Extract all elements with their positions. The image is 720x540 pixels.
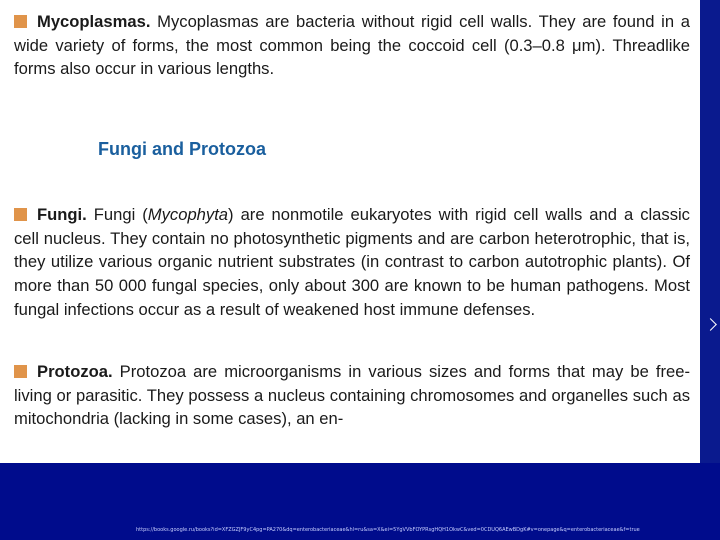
protozoa-text: Protozoa are microorganisms in various sizes and forms that may be free-living or parasitic. They possess a nucleus containing chromosomes and organelles such as mitochondria (lacking in some cases), an en- [14, 362, 690, 429]
protozoa-paragraph [14, 360, 690, 431]
square-bullet-icon [14, 208, 27, 221]
fungi-text-before: Fungi ( [86, 205, 148, 224]
fungi-italic-term: Mycophyta [147, 205, 229, 224]
mycoplasmas-text: Mycoplasmas are bacteria without rigid cell walls. They are found in a wide variety of forms, the most common being the coccoid cell (0.3–0.8 μm). Threadlike forms also occur in various lengths. [14, 12, 690, 79]
fungi-paragraph [14, 203, 690, 322]
source-url-link[interactable]: https://books.google.ru/books?id=XFZGZJF9yC4pg=PA270&dq=enterobacteriaceae&hl=ru&sa=X&ei=5YgVVbFOYPRsgHQH1OkwC&ved=0CDUQ6AEwBDgK#v=onepage&q=enterobacteriaceae&f=true [136, 527, 640, 533]
fungi-text-after: ) are nonmotile eukaryotes with rigid cell walls and a classic cell nucleus. They contain no photosynthetic pigments and are carbon heterotrophic, that is, they utilize various organic nutrient substrates (in contrast to carbon autotrophic plants). Of more than 50 000 fungal species, only about 300 are known to be human pathogens. Most fungal infections occur as a result of weakened host immune defenses. [14, 205, 690, 319]
mycoplasmas-term: Mycoplasmas. [37, 12, 151, 31]
fungi-term: Fungi. [37, 205, 87, 224]
slide-side-strip [700, 0, 720, 463]
section-heading: Fungi and Protozoa [98, 139, 266, 159]
square-bullet-icon [14, 15, 27, 28]
mycoplasmas-paragraph [14, 10, 690, 81]
protozoa-term: Protozoa. [37, 362, 113, 381]
square-bullet-icon [14, 365, 27, 378]
